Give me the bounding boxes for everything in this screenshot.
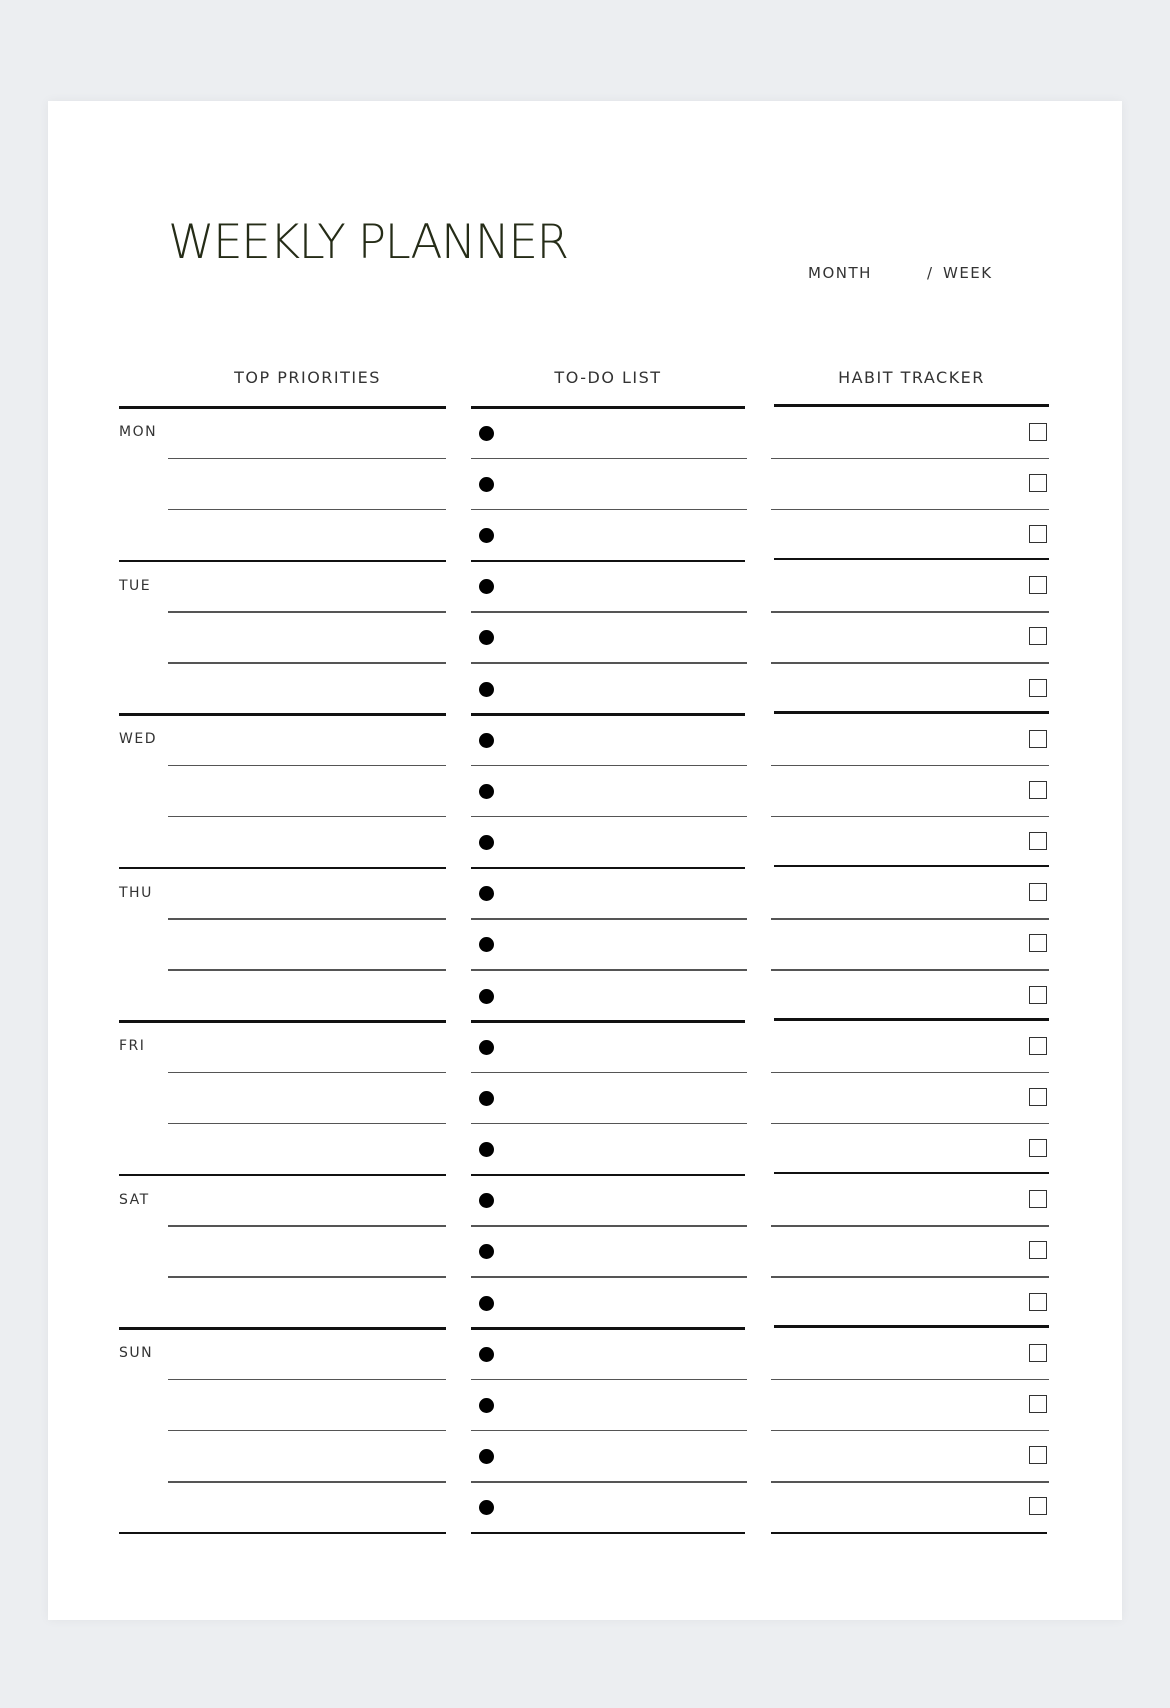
priority-write-line bbox=[168, 1072, 446, 1074]
month-week-separator: / bbox=[927, 264, 934, 282]
checkbox-icon[interactable] bbox=[1029, 627, 1047, 645]
todo-write-line bbox=[471, 1072, 747, 1074]
day-label: SUN bbox=[119, 1345, 154, 1361]
priority-write-line bbox=[168, 1123, 446, 1125]
bullet-dot-icon bbox=[479, 1398, 494, 1413]
habit-write-line bbox=[771, 816, 1049, 818]
priorities-day-divider bbox=[119, 1327, 446, 1330]
checkbox-icon[interactable] bbox=[1029, 986, 1047, 1004]
todo-list-heading: TO-DO LIST bbox=[554, 368, 662, 387]
priority-write-line bbox=[168, 611, 446, 613]
checkbox-icon[interactable] bbox=[1029, 1344, 1047, 1362]
priority-write-line bbox=[168, 1379, 446, 1381]
checkbox-icon[interactable] bbox=[1029, 1037, 1047, 1055]
day-label: SAT bbox=[119, 1191, 150, 1208]
day-label: MON bbox=[119, 424, 158, 440]
top-priorities-heading: TOP PRIORITIES bbox=[234, 368, 381, 387]
bullet-dot-icon bbox=[479, 579, 494, 594]
checkbox-icon[interactable] bbox=[1029, 1241, 1047, 1259]
checkbox-icon[interactable] bbox=[1029, 576, 1047, 594]
bullet-dot-icon bbox=[479, 937, 494, 952]
todo-write-line bbox=[471, 1430, 747, 1432]
priorities-day-divider bbox=[119, 560, 446, 563]
bullet-dot-icon bbox=[479, 682, 494, 697]
priority-write-line bbox=[168, 1430, 446, 1432]
checkbox-icon[interactable] bbox=[1029, 1190, 1047, 1208]
priority-write-line bbox=[168, 458, 446, 460]
todo-day-divider bbox=[471, 1327, 745, 1330]
todo-write-line bbox=[471, 1123, 747, 1125]
priority-write-line bbox=[168, 1276, 446, 1278]
todo-day-divider bbox=[471, 867, 745, 870]
todo-write-line bbox=[471, 1481, 747, 1483]
habit-write-line bbox=[771, 1430, 1049, 1432]
checkbox-icon[interactable] bbox=[1029, 1497, 1047, 1515]
todo-write-line bbox=[471, 611, 747, 613]
priority-write-line bbox=[168, 509, 446, 511]
bullet-dot-icon bbox=[479, 1296, 494, 1311]
bullet-dot-icon bbox=[479, 886, 494, 901]
checkbox-icon[interactable] bbox=[1029, 781, 1047, 799]
checkbox-icon[interactable] bbox=[1029, 832, 1047, 850]
bullet-dot-icon bbox=[479, 989, 494, 1004]
checkbox-icon[interactable] bbox=[1029, 423, 1047, 441]
bullet-dot-icon bbox=[479, 1500, 494, 1515]
habits-day-divider bbox=[774, 1325, 1049, 1328]
habit-write-line bbox=[771, 1379, 1049, 1381]
checkbox-icon[interactable] bbox=[1029, 1395, 1047, 1413]
habits-bottom-rule bbox=[771, 1532, 1047, 1535]
checkbox-icon[interactable] bbox=[1029, 1139, 1047, 1157]
todo-write-line bbox=[471, 509, 747, 511]
checkbox-icon[interactable] bbox=[1029, 1088, 1047, 1106]
todo-bottom-rule bbox=[471, 1532, 745, 1535]
bullet-dot-icon bbox=[479, 1142, 494, 1157]
priority-write-line bbox=[168, 765, 446, 767]
day-label: THU bbox=[119, 884, 153, 901]
habits-day-divider bbox=[774, 711, 1049, 714]
habit-write-line bbox=[771, 918, 1049, 920]
todo-day-divider bbox=[471, 1174, 745, 1177]
habit-write-line bbox=[771, 1072, 1049, 1074]
bullet-dot-icon bbox=[479, 1449, 494, 1464]
habit-write-line bbox=[771, 1225, 1049, 1227]
habit-write-line bbox=[771, 611, 1049, 613]
checkbox-icon[interactable] bbox=[1029, 934, 1047, 952]
checkbox-icon[interactable] bbox=[1029, 730, 1047, 748]
priority-write-line bbox=[168, 969, 446, 971]
day-label: WED bbox=[119, 731, 157, 747]
priority-write-line bbox=[168, 1225, 446, 1227]
habits-day-divider bbox=[774, 1018, 1049, 1021]
todo-day-divider bbox=[471, 406, 745, 409]
bullet-dot-icon bbox=[479, 835, 494, 850]
bullet-dot-icon bbox=[479, 528, 494, 543]
checkbox-icon[interactable] bbox=[1029, 1446, 1047, 1464]
priorities-day-divider bbox=[119, 1020, 446, 1023]
habit-write-line bbox=[771, 765, 1049, 767]
bullet-dot-icon bbox=[479, 630, 494, 645]
bullet-dot-icon bbox=[479, 1193, 494, 1208]
checkbox-icon[interactable] bbox=[1029, 525, 1047, 543]
habits-day-divider bbox=[774, 404, 1049, 407]
habit-write-line bbox=[771, 509, 1049, 511]
priorities-day-divider bbox=[119, 867, 446, 870]
todo-write-line bbox=[471, 1379, 747, 1381]
priority-write-line bbox=[168, 662, 446, 664]
planner-page bbox=[48, 101, 1122, 1620]
month-label: MONTH bbox=[808, 264, 872, 282]
habit-tracker-heading: HABIT TRACKER bbox=[838, 368, 985, 387]
habit-write-line bbox=[771, 1481, 1049, 1483]
bullet-dot-icon bbox=[479, 477, 494, 492]
todo-write-line bbox=[471, 1225, 747, 1227]
checkbox-icon[interactable] bbox=[1029, 679, 1047, 697]
habits-day-divider bbox=[774, 558, 1049, 561]
habit-write-line bbox=[771, 969, 1049, 971]
checkbox-icon[interactable] bbox=[1029, 1293, 1047, 1311]
todo-day-divider bbox=[471, 1020, 745, 1023]
priorities-day-divider bbox=[119, 406, 446, 409]
page-title: WEEKLY PLANNER bbox=[168, 215, 568, 270]
habit-write-line bbox=[771, 1123, 1049, 1125]
todo-write-line bbox=[471, 458, 747, 460]
priority-write-line bbox=[168, 918, 446, 920]
day-label: TUE bbox=[119, 577, 152, 594]
checkbox-icon[interactable] bbox=[1029, 883, 1047, 901]
day-label: FRI bbox=[119, 1038, 146, 1054]
checkbox-icon[interactable] bbox=[1029, 474, 1047, 492]
todo-write-line bbox=[471, 1276, 747, 1278]
todo-write-line bbox=[471, 662, 747, 664]
bullet-dot-icon bbox=[479, 1347, 494, 1362]
todo-write-line bbox=[471, 969, 747, 971]
bullet-dot-icon bbox=[479, 1244, 494, 1259]
priorities-day-divider bbox=[119, 713, 446, 716]
habit-write-line bbox=[771, 458, 1049, 460]
bullet-dot-icon bbox=[479, 426, 494, 441]
priorities-bottom-rule bbox=[119, 1532, 446, 1535]
habit-write-line bbox=[771, 662, 1049, 664]
todo-write-line bbox=[471, 816, 747, 818]
todo-write-line bbox=[471, 765, 747, 767]
priorities-day-divider bbox=[119, 1174, 446, 1177]
todo-day-divider bbox=[471, 560, 745, 563]
bullet-dot-icon bbox=[479, 1040, 494, 1055]
priority-write-line bbox=[168, 816, 446, 818]
todo-write-line bbox=[471, 918, 747, 920]
habits-day-divider bbox=[774, 865, 1049, 868]
priority-write-line bbox=[168, 1481, 446, 1483]
bullet-dot-icon bbox=[479, 1091, 494, 1106]
bullet-dot-icon bbox=[479, 784, 494, 799]
week-label: WEEK bbox=[943, 264, 993, 282]
habits-day-divider bbox=[774, 1172, 1049, 1175]
habit-write-line bbox=[771, 1276, 1049, 1278]
todo-day-divider bbox=[471, 713, 745, 716]
bullet-dot-icon bbox=[479, 733, 494, 748]
